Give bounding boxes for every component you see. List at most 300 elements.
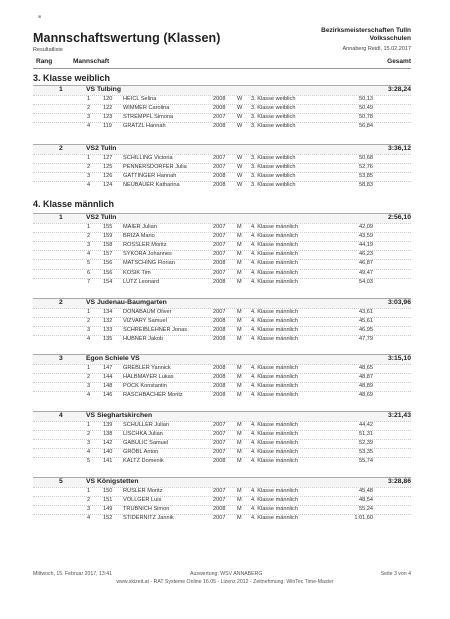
- member-row: [33, 514, 411, 523]
- member-name: RASCHBACHER Moritz: [123, 392, 183, 399]
- member-rank: 4: [87, 449, 91, 456]
- member-rank: 1: [87, 309, 91, 315]
- member-year: 2007: [213, 449, 226, 456]
- team-total: 3:03,96: [387, 299, 411, 306]
- member-bib: 159: [103, 233, 113, 240]
- team-name: VS Sieghartskirchen: [86, 412, 153, 419]
- event-title: [321, 27, 411, 43]
- member-sex: M: [237, 449, 242, 456]
- member-year: 2008: [213, 278, 226, 285]
- member-sex: M: [237, 242, 242, 249]
- member-bib: 134: [103, 309, 113, 315]
- member-bib: 144: [103, 374, 113, 381]
- member-bib: 150: [103, 488, 113, 494]
- member-time: 53,35: [359, 449, 373, 456]
- member-bib: 124: [103, 182, 113, 189]
- member-name: KOSIK Tim: [123, 269, 151, 276]
- member-class: 4. Klasse männlich: [251, 449, 298, 456]
- member-rank: 3: [87, 173, 91, 180]
- member-class: 3. Klasse weiblich: [251, 123, 296, 130]
- member-sex: M: [237, 309, 242, 315]
- member-year: 2008: [213, 336, 226, 343]
- footer-page: Seite 3 von 4: [380, 571, 411, 577]
- team-rank: 3: [59, 355, 63, 362]
- member-year: 2007: [213, 497, 226, 504]
- member-class: 4. Klasse männlich: [251, 392, 298, 399]
- member-time: 45,61: [359, 318, 373, 325]
- member-class: 4. Klasse männlich: [251, 242, 298, 249]
- member-time: 46,23: [359, 251, 373, 258]
- table-header: [33, 58, 411, 69]
- member-year: 2007: [213, 224, 226, 230]
- member-year: 2007: [213, 233, 226, 240]
- team-rank: 1: [59, 214, 63, 221]
- member-time: 58,83: [359, 182, 373, 189]
- page-title: Mannschaftswertung (Klassen): [33, 31, 221, 45]
- member-class: 4. Klasse männlich: [251, 269, 298, 276]
- member-sex: M: [237, 260, 242, 267]
- member-row: [33, 259, 411, 268]
- member-time: 50,68: [359, 155, 373, 161]
- member-time: 45,48: [359, 488, 373, 494]
- member-year: 2007: [213, 515, 226, 522]
- member-year: 2008: [213, 182, 226, 189]
- member-bib: 148: [103, 383, 113, 390]
- member-year: 2008: [213, 96, 226, 102]
- member-row: [33, 505, 411, 514]
- member-year: 2008: [213, 458, 226, 465]
- member-class: 4. Klasse männlich: [251, 251, 298, 258]
- member-row: [33, 104, 411, 113]
- member-bib: 135: [103, 336, 113, 343]
- member-name: SCHILLING Victoria: [123, 155, 173, 161]
- member-class: 4. Klasse männlich: [251, 515, 298, 522]
- member-row: [33, 373, 411, 382]
- member-name: GATTINGER Hannah: [123, 173, 177, 180]
- team-name: VS2 Tulln: [86, 214, 117, 221]
- member-rank: 4: [87, 336, 91, 343]
- team-total: 3:21,43: [387, 412, 411, 419]
- member-sex: M: [237, 515, 242, 522]
- team-total: 3:15,10: [387, 355, 411, 362]
- member-year: 2008: [213, 506, 226, 513]
- member-sex: W: [237, 164, 243, 171]
- member-class: 3. Klasse weiblich: [251, 164, 296, 171]
- member-year: 2007: [213, 114, 226, 121]
- member-sex: M: [237, 431, 242, 438]
- member-row: [33, 181, 411, 190]
- member-rank: 4: [87, 251, 91, 258]
- member-time: 52,76: [359, 164, 373, 171]
- member-row: [33, 335, 411, 344]
- member-sex: M: [237, 233, 242, 240]
- member-rank: 2: [87, 233, 91, 240]
- member-sex: M: [237, 374, 242, 381]
- member-bib: 126: [103, 173, 113, 180]
- member-rank: 3: [87, 383, 91, 390]
- member-row: [33, 278, 411, 287]
- member-row: [33, 487, 411, 496]
- member-name: MAIER Julian: [123, 224, 157, 230]
- member-bib: 146: [103, 392, 113, 399]
- member-rank: 7: [87, 278, 91, 285]
- member-row: [33, 122, 411, 131]
- member-year: 2007: [213, 309, 226, 315]
- team-total: 3:28,24: [387, 86, 411, 93]
- member-bib: 147: [103, 365, 113, 371]
- member-bib: 158: [103, 242, 113, 249]
- member-time: 48,65: [359, 365, 373, 371]
- member-bib: 132: [103, 318, 113, 325]
- member-class: 4. Klasse männlich: [251, 327, 298, 334]
- member-row: [33, 317, 411, 326]
- member-bib: 152: [103, 515, 113, 522]
- member-sex: M: [237, 327, 242, 334]
- team-total: 3:36,12: [387, 145, 411, 152]
- member-name: SCHULLER Julian: [123, 422, 170, 428]
- member-row: [33, 496, 411, 505]
- team-row: [33, 298, 411, 308]
- member-name: GABULIC Samuel: [123, 440, 169, 447]
- member-bib: 142: [103, 440, 113, 447]
- team-rank: 2: [59, 145, 63, 152]
- team-name: VS Königstetten: [86, 478, 139, 485]
- member-time: 47,79: [359, 336, 373, 343]
- team-rank: 1: [59, 86, 63, 93]
- team-row: [33, 144, 411, 154]
- member-year: 2007: [213, 251, 226, 258]
- member-class: 4. Klasse männlich: [251, 422, 298, 428]
- member-rank: 3: [87, 506, 91, 513]
- member-class: 4. Klasse männlich: [251, 260, 298, 267]
- team-rank: 4: [59, 412, 63, 419]
- member-class: 4. Klasse männlich: [251, 458, 298, 465]
- team-row: [33, 213, 411, 223]
- member-rank: 4: [87, 392, 91, 399]
- member-row: [33, 250, 411, 259]
- member-sex: W: [237, 182, 243, 189]
- member-name: MATSCHING Florian: [123, 260, 175, 267]
- member-year: 2007: [213, 242, 226, 249]
- member-year: 2008: [213, 123, 226, 130]
- member-bib: 156: [103, 260, 113, 267]
- member-class: 4. Klasse männlich: [251, 365, 298, 371]
- team-name: VS2 Tulln: [86, 145, 117, 152]
- member-row: [33, 382, 411, 391]
- team-name: Egon Schiele VS: [86, 355, 140, 362]
- member-class: 4. Klasse männlich: [251, 278, 298, 285]
- team-name: VS Judenau-Baumgarten: [86, 299, 167, 306]
- member-time: 43,59: [359, 233, 373, 240]
- member-name: STREMPFL Simona: [123, 114, 174, 121]
- member-class: 4. Klasse männlich: [251, 488, 298, 494]
- member-bib: 154: [103, 278, 113, 285]
- member-bib: 127: [103, 155, 113, 161]
- member-name: POCK Konstantin: [123, 383, 167, 390]
- member-row: [33, 269, 411, 278]
- member-rank: 1: [87, 488, 91, 494]
- member-row: [33, 326, 411, 335]
- team-row: [33, 354, 411, 364]
- member-class: 4. Klasse männlich: [251, 383, 298, 390]
- member-year: 2008: [213, 173, 226, 180]
- member-year: 2007: [213, 440, 226, 447]
- member-sex: M: [237, 458, 242, 465]
- member-year: 2007: [213, 431, 226, 438]
- member-sex: W: [237, 173, 243, 180]
- member-sex: M: [237, 278, 242, 285]
- member-year: 2007: [213, 164, 226, 171]
- member-sex: M: [237, 269, 242, 276]
- member-class: 3. Klasse weiblich: [251, 155, 296, 161]
- member-time: 48,87: [359, 374, 373, 381]
- member-bib: 156: [103, 269, 113, 276]
- member-bib: 139: [103, 422, 113, 428]
- member-rank: 5: [87, 260, 91, 267]
- member-time: 1:01,60: [354, 515, 373, 522]
- member-class: 3. Klasse weiblich: [251, 105, 296, 112]
- member-class: 4. Klasse männlich: [251, 336, 298, 343]
- member-sex: M: [237, 251, 242, 258]
- member-row: [33, 457, 411, 466]
- member-time: 48,69: [359, 392, 373, 399]
- team-rank: 2: [59, 299, 63, 306]
- category-title: 3. Klasse weiblich: [33, 73, 111, 83]
- footer-credits: www.skizeit.at - RAT Systeme Online 16.05 - Lizenz 2012 - Zeitnehmung: WinTec Time-Master: [116, 579, 334, 585]
- member-year: 2007: [213, 488, 226, 494]
- member-class: 4. Klasse männlich: [251, 233, 298, 240]
- member-name: ROSSLER Moritz: [123, 242, 167, 249]
- member-name: RUSLER Moritz: [123, 488, 163, 494]
- member-rank: 6: [87, 269, 91, 276]
- place-date: Annaberg Reidl, 15.02.2017: [342, 46, 411, 52]
- member-year: 2008: [213, 365, 226, 371]
- member-rank: 4: [87, 182, 91, 189]
- member-time: 56,84: [359, 123, 373, 130]
- member-time: 53,85: [359, 173, 373, 180]
- member-name: LUTZ Leonard: [123, 278, 160, 285]
- member-row: [33, 172, 411, 181]
- member-class: 4. Klasse männlich: [251, 374, 298, 381]
- member-year: 2008: [213, 260, 226, 267]
- member-name: TRUBNICH Simon: [123, 506, 170, 513]
- member-bib: 138: [103, 431, 113, 438]
- member-sex: M: [237, 422, 242, 428]
- member-class: 4. Klasse männlich: [251, 309, 298, 315]
- member-rank: 2: [87, 431, 91, 438]
- member-row: [33, 448, 411, 457]
- member-rank: 1: [87, 96, 91, 102]
- member-time: 54,03: [359, 278, 373, 285]
- member-sex: M: [237, 497, 242, 504]
- member-rank: 1: [87, 365, 91, 371]
- member-class: 3. Klasse weiblich: [251, 182, 296, 189]
- member-name: WIMMER Carolina: [123, 105, 170, 112]
- member-sex: M: [237, 224, 242, 230]
- member-sex: M: [237, 336, 242, 343]
- member-name: BRIZA Mario: [123, 233, 155, 240]
- team-total: 3:28,86: [387, 478, 411, 485]
- team-row: [33, 477, 411, 487]
- member-time: 50,13: [359, 96, 373, 102]
- member-name: DONABAUM Oliver: [123, 309, 172, 315]
- col-rank: Rang: [36, 58, 53, 65]
- team-rank: 5: [59, 478, 63, 485]
- member-rank: 2: [87, 318, 91, 325]
- result-list-note: Resultatliste: [33, 47, 63, 53]
- member-class: 3. Klasse weiblich: [251, 173, 296, 180]
- member-row: [33, 163, 411, 172]
- member-sex: W: [237, 155, 243, 161]
- member-time: 44,42: [359, 422, 373, 428]
- member-class: 3. Klasse weiblich: [251, 96, 296, 102]
- member-row: [33, 113, 411, 122]
- member-name: PENNERSDORFER Julia: [123, 164, 187, 171]
- member-rank: 4: [87, 123, 91, 130]
- member-row: [33, 439, 411, 448]
- member-sex: M: [237, 392, 242, 399]
- member-rank: 1: [87, 155, 91, 161]
- member-rank: 2: [87, 497, 91, 504]
- member-year: 2007: [213, 422, 226, 428]
- member-name: SYKORA Johannes: [123, 251, 172, 258]
- member-time: 48,54: [359, 497, 373, 504]
- event-subtitle: Bezirksmeisterschaften Tulln: [321, 27, 411, 34]
- member-time: 51,31: [359, 431, 373, 438]
- member-name: LISCHKA Julian: [123, 431, 163, 438]
- member-row: [33, 391, 411, 400]
- member-rank: 2: [87, 164, 91, 171]
- member-name: KALTZ Domenik: [123, 458, 164, 465]
- member-class: 4. Klasse männlich: [251, 440, 298, 447]
- member-time: 43,61: [359, 309, 373, 315]
- member-time: 46,95: [359, 327, 373, 334]
- member-time: 52,39: [359, 440, 373, 447]
- member-class: 3. Klasse weiblich: [251, 114, 296, 121]
- member-rank: 3: [87, 440, 91, 447]
- member-row: [33, 421, 411, 430]
- member-bib: 155: [103, 224, 113, 230]
- category-title: 4. Klasse männlich: [33, 199, 115, 209]
- page-mark: ■: [38, 14, 42, 20]
- member-name: GREBLER Yannick: [123, 365, 171, 371]
- member-row: [33, 232, 411, 241]
- member-sex: M: [237, 318, 242, 325]
- member-time: 55,24: [359, 506, 373, 513]
- member-time: 46,87: [359, 260, 373, 267]
- member-rank: 3: [87, 242, 91, 249]
- member-time: 55,74: [359, 458, 373, 465]
- member-bib: 151: [103, 497, 113, 504]
- member-sex: W: [237, 123, 243, 130]
- col-team: Mannschaft: [73, 58, 110, 65]
- team-total: 2:56,10: [387, 214, 411, 221]
- member-sex: W: [237, 114, 243, 121]
- member-sex: M: [237, 365, 242, 371]
- col-total: Gesamt: [387, 58, 411, 65]
- member-year: 2007: [213, 269, 226, 276]
- member-row: [33, 241, 411, 250]
- member-rank: 5: [87, 458, 91, 465]
- team-name: VS Tulbing: [86, 86, 121, 93]
- member-bib: 141: [103, 458, 113, 465]
- member-name: NEUBAUER Katharina: [123, 182, 180, 189]
- member-class: 4. Klasse männlich: [251, 497, 298, 504]
- member-rank: 3: [87, 114, 91, 121]
- member-sex: M: [237, 488, 242, 494]
- member-time: 50,78: [359, 114, 373, 121]
- member-year: 2007: [213, 155, 226, 161]
- member-time: 49,47: [359, 269, 373, 276]
- member-year: 2008: [213, 374, 226, 381]
- member-time: 48,89: [359, 383, 373, 390]
- member-row: [33, 308, 411, 317]
- event-subtitle-2: Volksschulen: [369, 35, 411, 42]
- member-rank: 1: [87, 224, 91, 230]
- member-name: HALBMAYER Lukas: [123, 374, 174, 381]
- footer-date: Mittwoch, 15. Februar 2017, 13:41: [33, 571, 113, 577]
- member-sex: M: [237, 506, 242, 513]
- member-sex: W: [237, 105, 243, 112]
- member-rank: 2: [87, 374, 91, 381]
- member-name: STIDERNITZ Jannik: [123, 515, 174, 522]
- member-rank: 4: [87, 515, 91, 522]
- member-name: GRATZL Hannah: [123, 123, 166, 130]
- member-bib: 122: [103, 105, 113, 112]
- member-name: GRÖBL Anton: [123, 449, 159, 456]
- member-year: 2008: [213, 383, 226, 390]
- member-bib: 140: [103, 449, 113, 456]
- member-row: [33, 223, 411, 232]
- member-row: [33, 154, 411, 163]
- member-name: SCHREIBLEHNER Jonas: [123, 327, 188, 334]
- member-time: 42,09: [359, 224, 373, 230]
- member-row: [33, 95, 411, 104]
- team-row: [33, 411, 411, 421]
- member-class: 4. Klasse männlich: [251, 224, 298, 230]
- member-bib: 149: [103, 506, 113, 513]
- member-name: HUBNER Jakob: [123, 336, 164, 343]
- member-year: 2008: [213, 105, 226, 112]
- member-class: 4. Klasse männlich: [251, 318, 298, 325]
- member-bib: 120: [103, 96, 113, 102]
- member-bib: 125: [103, 164, 113, 171]
- member-year: 2008: [213, 318, 226, 325]
- member-bib: 133: [103, 327, 113, 334]
- member-bib: 123: [103, 114, 113, 121]
- member-rank: 1: [87, 422, 91, 428]
- member-row: [33, 430, 411, 439]
- member-time: 50,49: [359, 105, 373, 112]
- team-row: [33, 85, 411, 95]
- member-name: HEICL Selina: [123, 96, 157, 102]
- member-rank: 2: [87, 105, 91, 112]
- member-sex: M: [237, 440, 242, 447]
- member-class: 4. Klasse männlich: [251, 506, 298, 513]
- member-year: 2008: [213, 392, 226, 399]
- member-name: VIZVARY Samuel: [123, 318, 167, 325]
- member-class: 4. Klasse männlich: [251, 431, 298, 438]
- member-name: VOLLGER Luis: [123, 497, 162, 504]
- member-rank: 3: [87, 327, 91, 334]
- member-sex: M: [237, 383, 242, 390]
- member-time: 44,19: [359, 242, 373, 249]
- member-bib: 157: [103, 251, 113, 258]
- member-row: [33, 364, 411, 373]
- member-sex: W: [237, 96, 243, 102]
- footer-evaluation: Auswertung: WSV ANNABERG: [190, 571, 263, 577]
- member-year: 2008: [213, 327, 226, 334]
